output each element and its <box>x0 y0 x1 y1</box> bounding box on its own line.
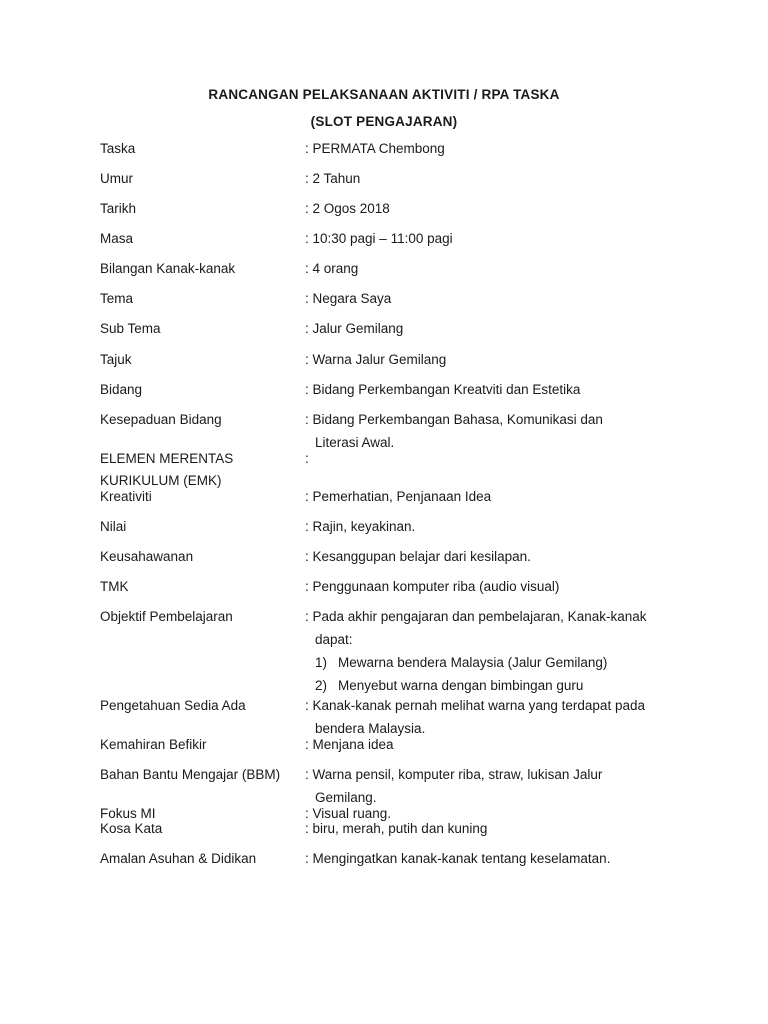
field-label: Keusahawanan <box>100 549 194 564</box>
field-value: : <box>305 451 309 466</box>
field-value: : Kanak-kanak pernah melihat warna yang terdapat pada <box>305 698 645 713</box>
field-value: : 2 Ogos 2018 <box>305 201 390 216</box>
field-value: : Rajin, keyakinan. <box>305 519 416 534</box>
field-value: : PERMATA Chembong <box>305 141 445 156</box>
field-value: : Pada akhir pengajaran dan pembelajaran, Kanak-kanak <box>305 609 647 624</box>
field-label: Bidang <box>100 382 143 397</box>
field-value: : 2 Tahun <box>305 171 361 186</box>
field-label: Nilai <box>100 519 127 534</box>
field-value: : Kesanggupan belajar dari kesilapan. <box>305 549 531 564</box>
field-label: TMK <box>100 579 129 594</box>
field-value: : Warna pensil, komputer riba, straw, lukisan Jalur <box>305 767 603 782</box>
field-label: Objektif Pembelajaran <box>100 609 233 624</box>
field-label: Pengetahuan Sedia Ada <box>100 698 246 713</box>
list-item-number: 2) <box>315 678 328 693</box>
field-label: Taska <box>100 141 136 156</box>
field-label: Bahan Bantu Mengajar (BBM) <box>100 767 281 782</box>
field-label: Fokus MI <box>100 806 156 821</box>
field-value: : Pemerhatian, Penjanaan Idea <box>305 489 492 504</box>
list-item-number: 1) <box>315 655 328 670</box>
field-value: : Warna Jalur Gemilang <box>305 352 447 367</box>
field-value-continuation: dapat: <box>315 632 353 647</box>
field-label: Masa <box>100 231 134 246</box>
field-value: : Negara Saya <box>305 291 392 306</box>
field-value: : Visual ruang. <box>305 806 392 821</box>
field-label: Kosa Kata <box>100 821 163 836</box>
field-label: Kemahiran Befikir <box>100 737 207 752</box>
field-value: : biru, merah, putih dan kuning <box>305 821 488 836</box>
field-label: Bilangan Kanak-kanak <box>100 261 236 276</box>
field-label: ELEMEN MERENTAS <box>100 451 234 466</box>
field-value: : 10:30 pagi – 11:00 pagi <box>305 231 453 246</box>
document-title: RANCANGAN PELAKSANAAN AKTIVITI / RPA TASKA <box>208 87 560 102</box>
field-value: : Penggunaan komputer riba (audio visual) <box>305 579 560 594</box>
field-value: : Bidang Perkembangan Kreatviti dan Estetika <box>305 382 581 397</box>
field-label: Tajuk <box>100 352 132 367</box>
field-value-continuation: Literasi Awal. <box>315 435 395 450</box>
field-label: Amalan Asuhan & Didikan <box>100 851 257 866</box>
field-value: : Bidang Perkembangan Bahasa, Komunikasi dan <box>305 412 603 427</box>
field-label: Kesepaduan Bidang <box>100 412 222 427</box>
field-value: : Mengingatkan kanak-kanak tentang keselamatan. <box>305 851 611 866</box>
field-label: Umur <box>100 171 133 186</box>
field-value: : 4 orang <box>305 261 359 276</box>
field-label: Kreativiti <box>100 489 152 504</box>
list-item-text: Mewarna bendera Malaysia (Jalur Gemilang) <box>338 655 608 670</box>
document-subtitle: (SLOT PENGAJARAN) <box>310 114 458 129</box>
field-value: : Menjana idea <box>305 737 394 752</box>
field-label: Tarikh <box>100 201 137 216</box>
field-label: Sub Tema <box>100 321 161 336</box>
field-value: : Jalur Gemilang <box>305 321 404 336</box>
list-item-text: Menyebut warna dengan bimbingan guru <box>338 678 584 693</box>
field-label-continuation: KURIKULUM (EMK) <box>100 473 222 488</box>
field-value-continuation: bendera Malaysia. <box>315 721 426 736</box>
field-value-continuation: Gemilang. <box>315 790 377 805</box>
field-label: Tema <box>100 291 134 306</box>
